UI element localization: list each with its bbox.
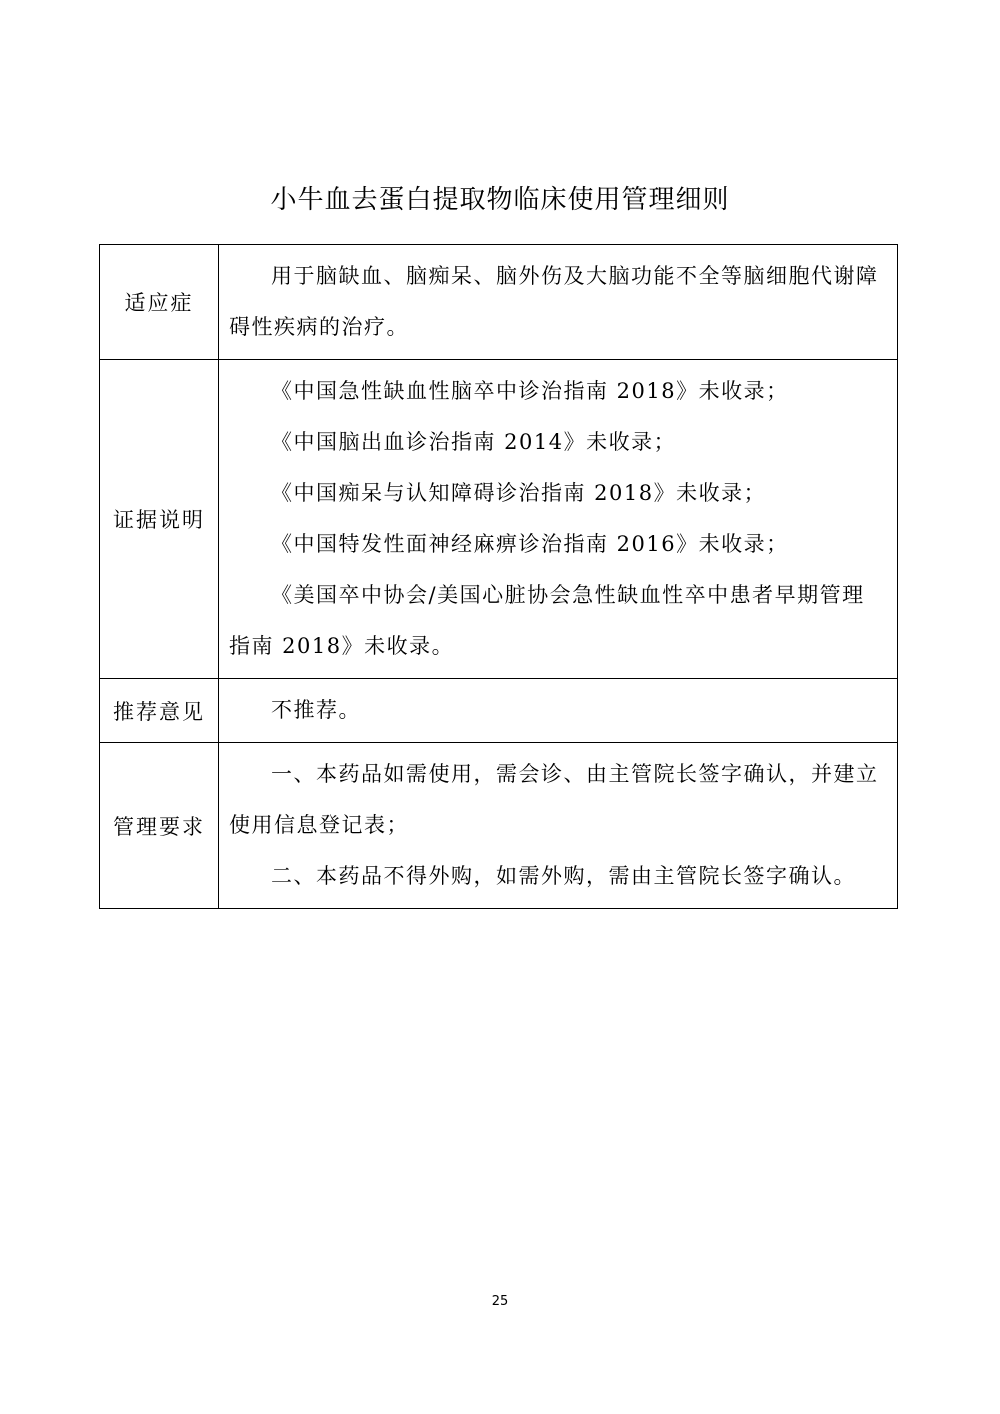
table-row-management bbox=[100, 743, 898, 909]
paragraph: 用于脑缺血、脑痴呆、脑外伤及大脑功能不全等脑细胞代谢障碍性疾病的治疗。 bbox=[229, 264, 879, 339]
row-label: 管理要求 bbox=[100, 743, 219, 909]
paragraph: 《中国脑出血诊治指南 2014》未收录； bbox=[271, 430, 677, 454]
paragraph: 《美国卒中协会/美国心脏协会急性缺血性卒中患者早期管理指南 2018》未收录。 bbox=[229, 583, 865, 658]
table-row-indications bbox=[100, 245, 898, 360]
paragraph: 《中国痴呆与认知障碍诊治指南 2018》未收录； bbox=[271, 481, 767, 505]
paragraph: 二、本药品不得外购，如需外购，需由主管院长签字确认。 bbox=[271, 864, 856, 888]
row-content bbox=[219, 360, 898, 679]
row-label: 适应症 bbox=[100, 245, 219, 360]
row-label: 推荐意见 bbox=[100, 679, 219, 743]
table-row-evidence bbox=[100, 360, 898, 679]
page-number: 25 bbox=[491, 1294, 509, 1309]
rules-table bbox=[99, 244, 898, 909]
row-content bbox=[219, 245, 898, 360]
table-row-recommendation bbox=[100, 679, 898, 743]
paragraph: 《中国特发性面神经麻痹诊治指南 2016》未收录； bbox=[271, 532, 789, 556]
paragraph: 不推荐。 bbox=[271, 698, 361, 722]
row-content bbox=[219, 679, 898, 743]
paragraph: 一、本药品如需使用，需会诊、由主管院长签字确认，并建立使用信息登记表； bbox=[229, 762, 879, 837]
row-content bbox=[219, 743, 898, 909]
paragraph: 《中国急性缺血性脑卒中诊治指南 2018》未收录； bbox=[271, 379, 789, 403]
row-label: 证据说明 bbox=[100, 360, 219, 679]
page-title: 小牛血去蛋白提取物临床使用管理细则 bbox=[270, 185, 730, 215]
